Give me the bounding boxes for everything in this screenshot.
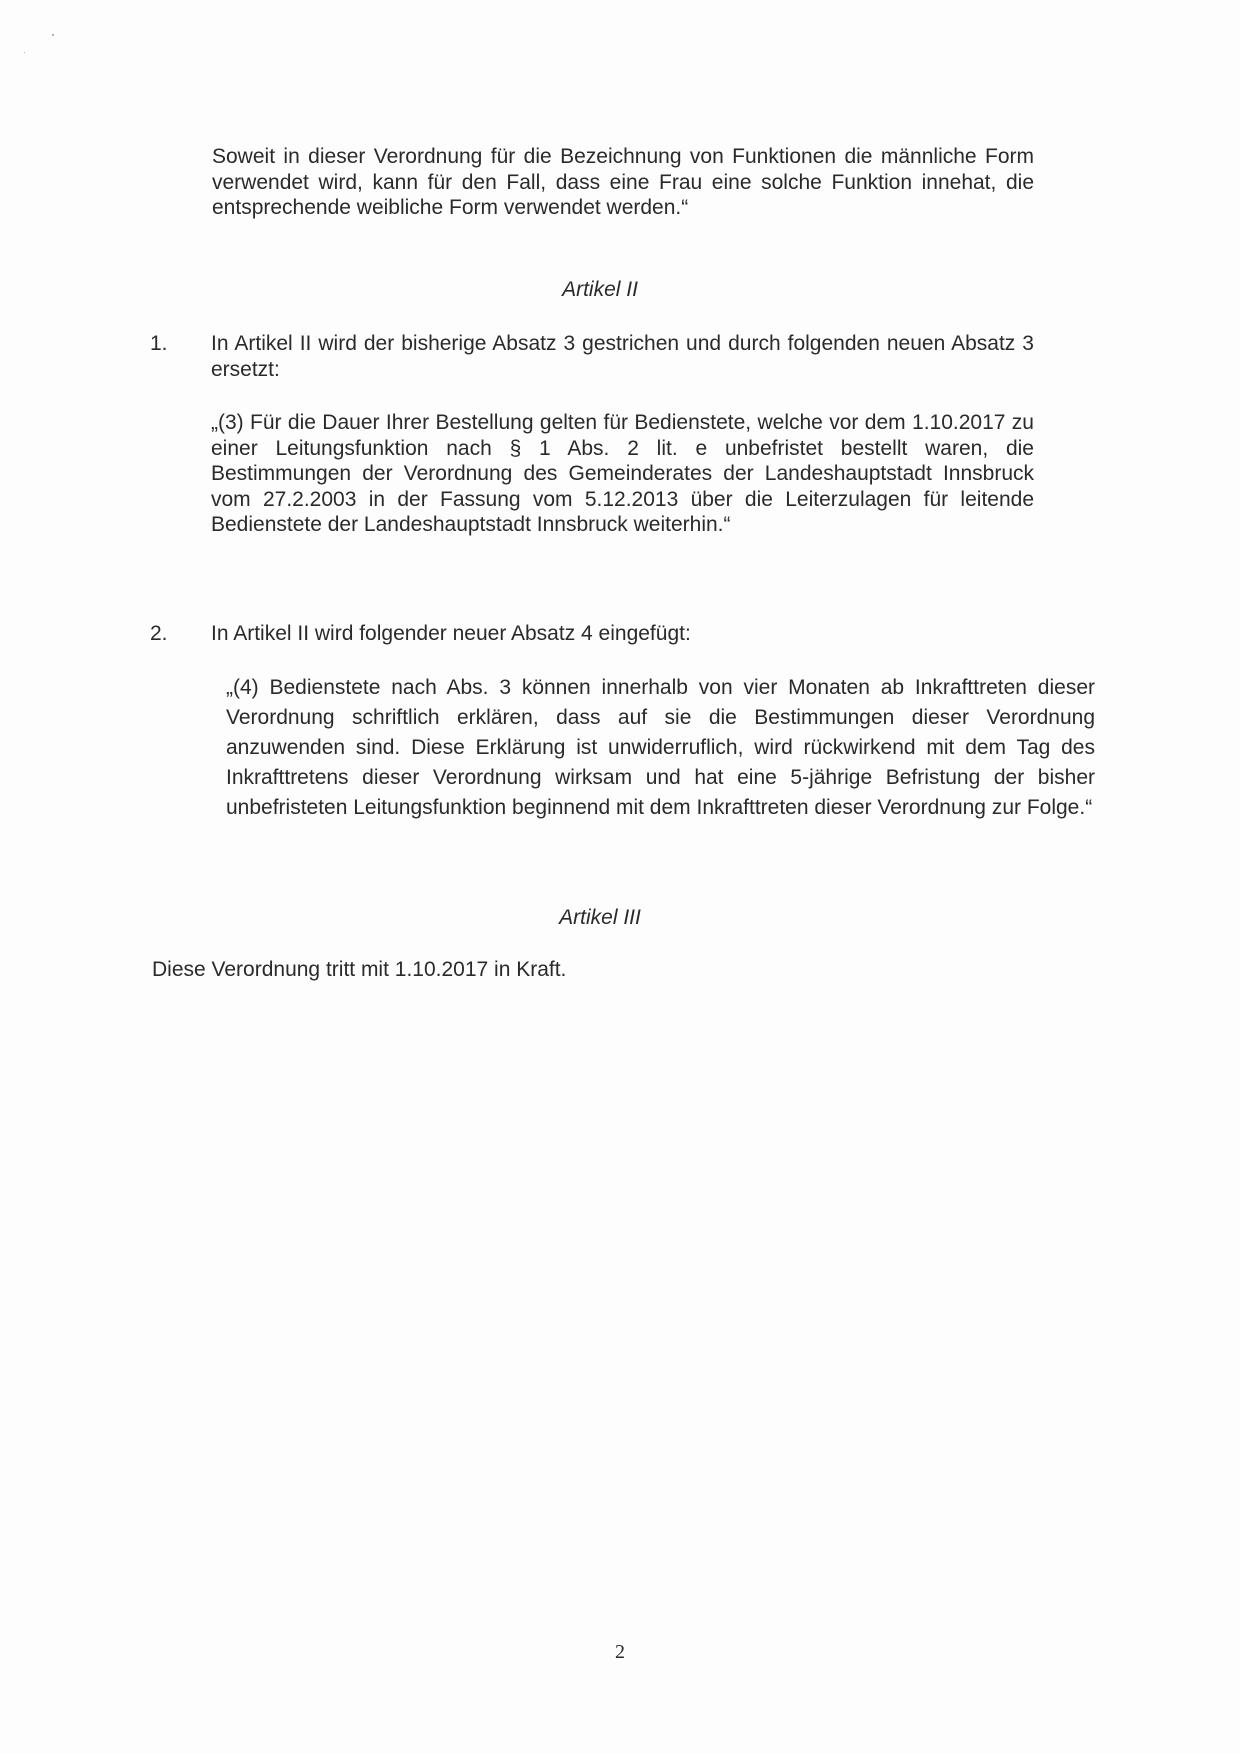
item-2-quote-paragraph-4: „(4) Bedienstete nach Abs. 3 können innerhalb von vier Monaten ab Inkrafttreten dieser Verordnung schriftlich erklären, dass auf sie die Bestimmungen dieser Verordnung anzuwenden sind. Diese Erklärung ist unwiderruflich, wird rückwirkend mit dem Tag des Inkrafttretens dieser Verordnung wirksam und hat eine 5-jährige Befristung der bisher unbefristeten Leitungsfunktion beginnend mit dem Inkrafttreten dieser Verordnung zur Folge.“	[226, 676, 1095, 819]
article-2-heading: Artikel II	[562, 278, 638, 301]
item-2-number: 2.	[150, 622, 168, 645]
item-1-number: 1.	[150, 332, 168, 355]
scan-speck	[52, 34, 54, 36]
page-number: 2	[615, 1641, 625, 1663]
article-3-text: Diese Verordnung tritt mit 1.10.2017 in Kraft.	[152, 958, 567, 981]
item-1-text: In Artikel II wird der bisherige Absatz 3 gestrichen und durch folgenden neuen Absatz 3 ersetzt:	[211, 332, 1034, 381]
article-3-heading: Artikel III	[559, 906, 641, 929]
item-1-quote-paragraph-3: „(3) Für die Dauer Ihrer Bestellung gelten für Bedienstete, welche vor dem 1.10.2017 zu einer Leitungsfunktion nach § 1 Abs. 2 lit. e unbefristet bestellt waren, die Bestimmungen der Verordnung des Gemeinderates der Landeshauptstadt Innsbruck vom 27.2.2003 in der Fassung vom 5.12.2013 über die Leiterzulagen für leitende Bedienstete der Landeshauptstadt Innsbruck weiterhin.“	[211, 411, 1034, 536]
scan-speck	[24, 52, 25, 53]
item-2-text: In Artikel II wird folgender neuer Absatz 4 eingefügt:	[211, 622, 691, 645]
intro-paragraph: Soweit in dieser Verordnung für die Bezeichnung von Funktionen die männliche Form verwendet wird, kann für den Fall, dass eine Frau eine solche Funktion innehat, die entsprechende weibliche Form verwendet werden.“	[212, 145, 1034, 219]
